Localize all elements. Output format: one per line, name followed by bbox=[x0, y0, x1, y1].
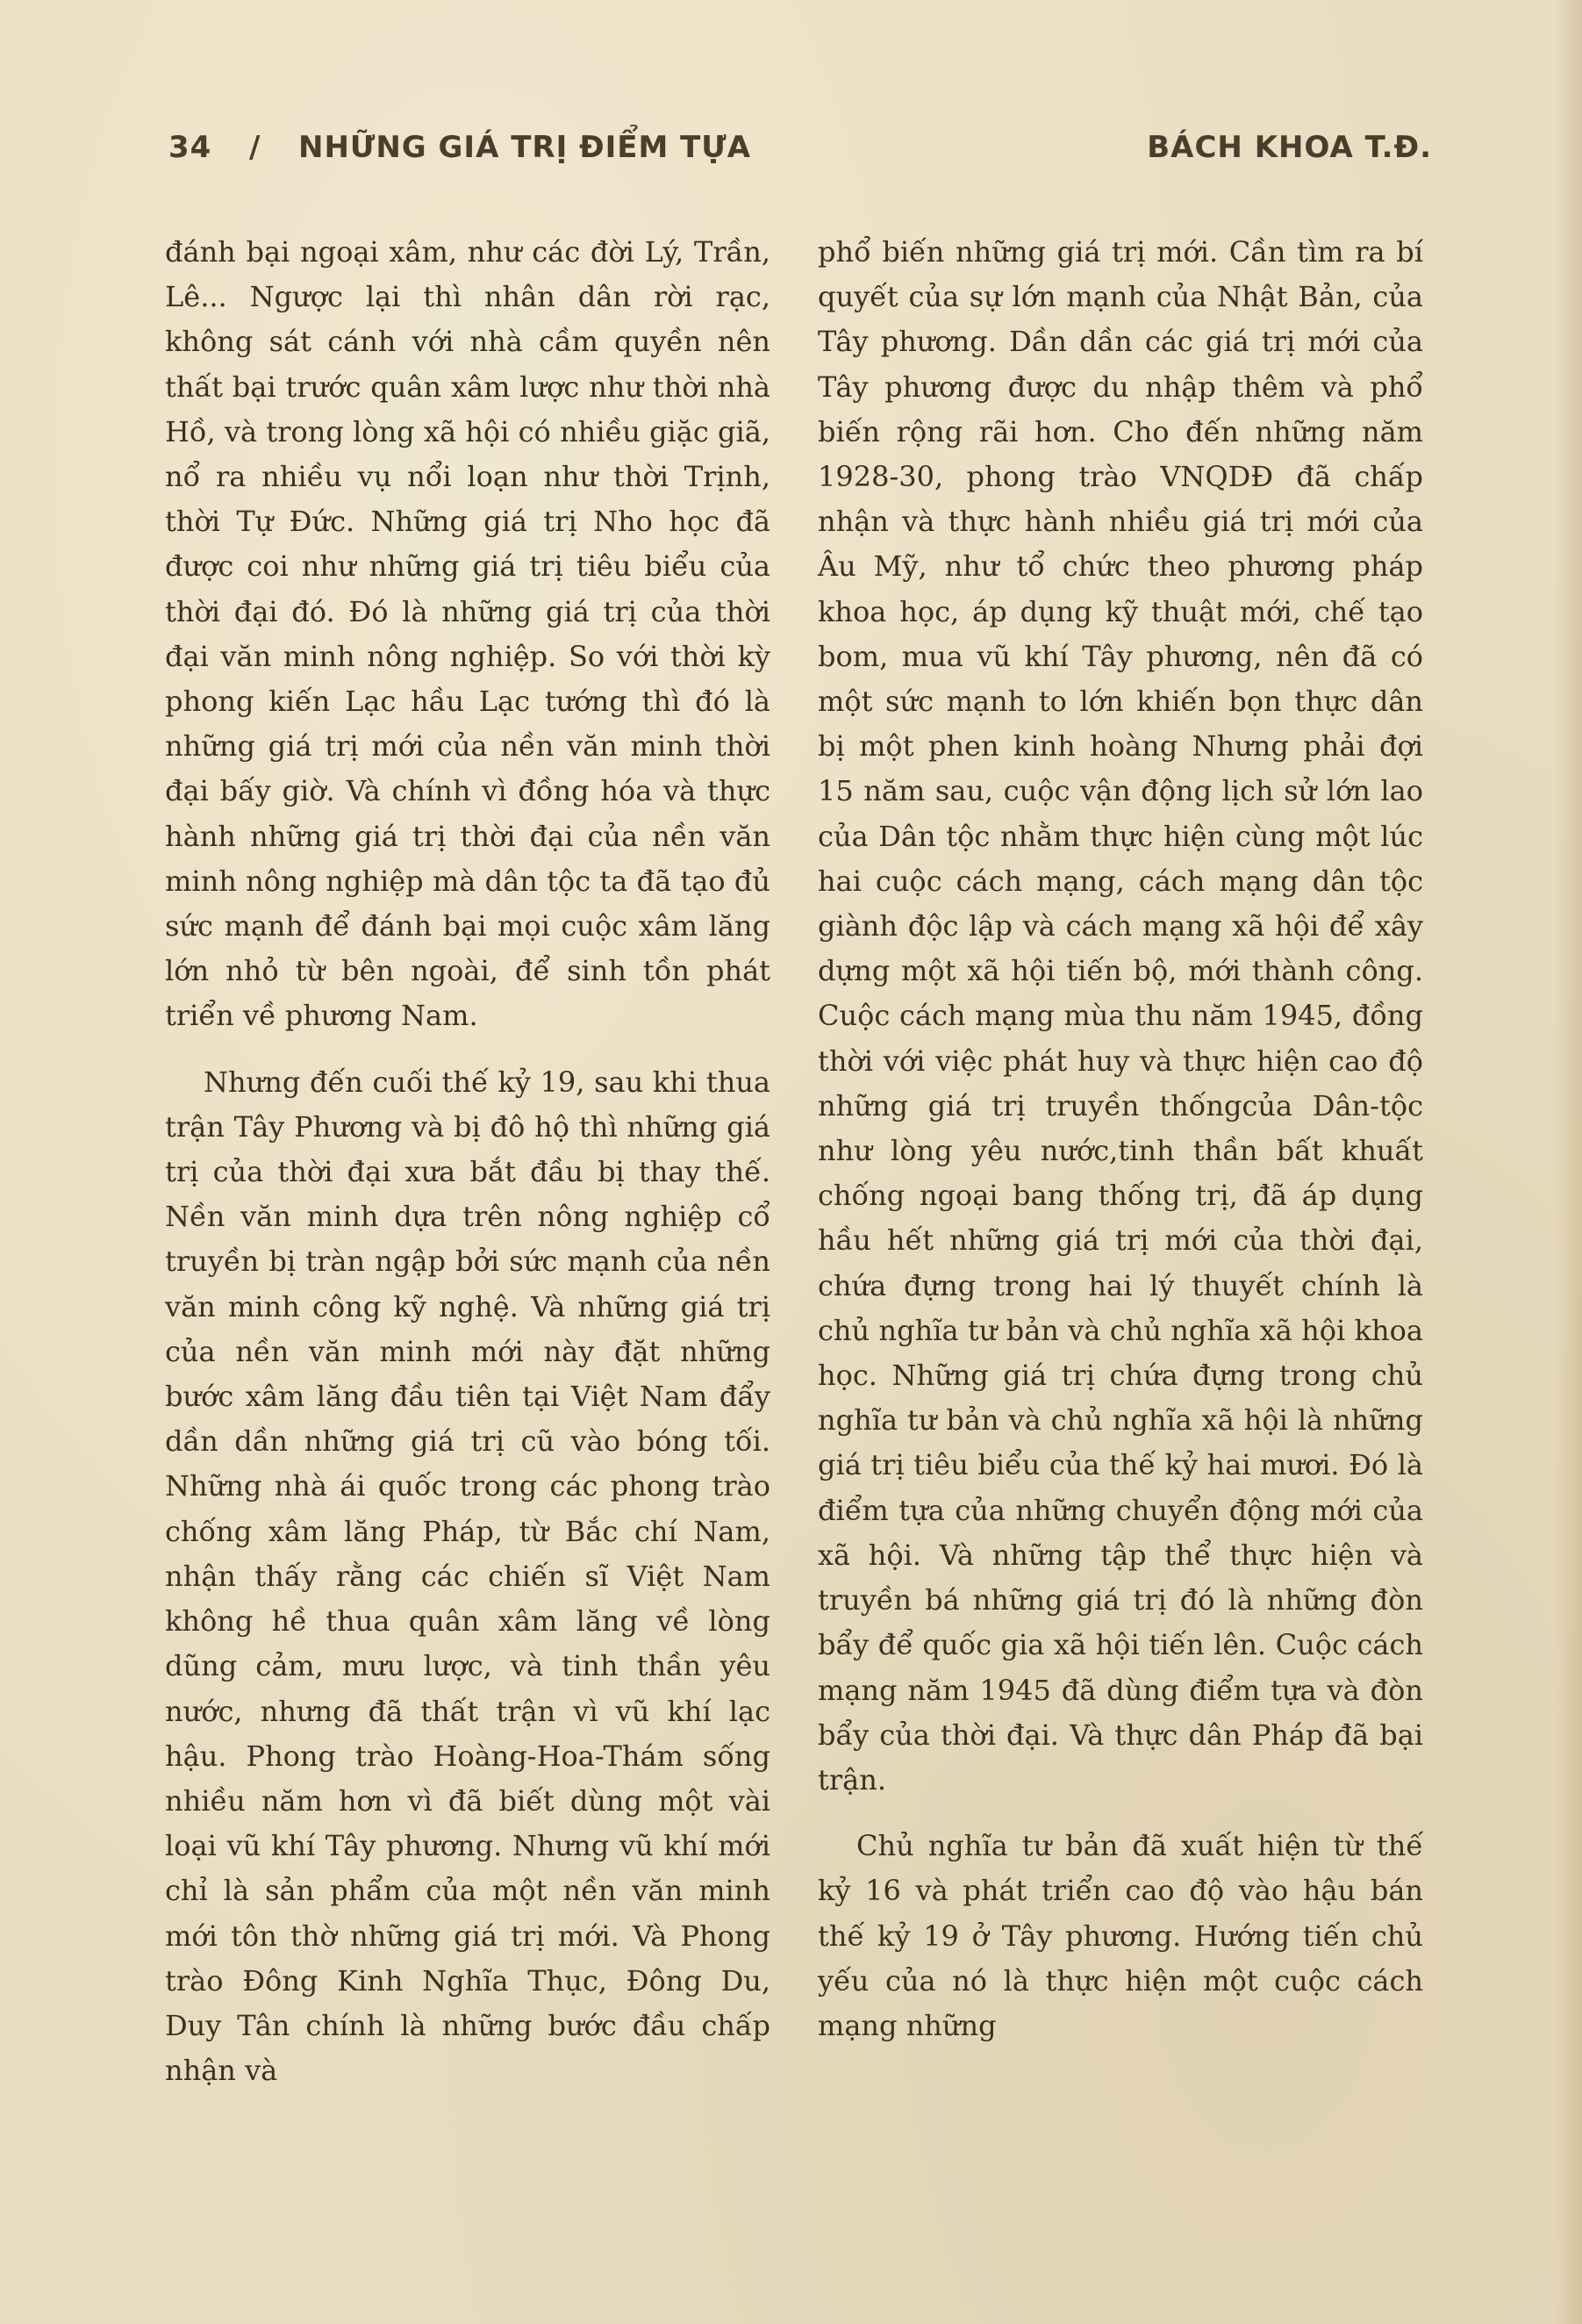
paper-edge-shadow bbox=[1556, 0, 1582, 2324]
page-number: 34 bbox=[168, 130, 212, 165]
paragraph: đánh bại ngoại xâm, như các đời Lý, Trần, Lê... Ngược lại thì nhân dân rời rạc, không sát cánh với nhà cầm quyền nên thất bại trước quân xâm lược như thời nhà Hồ, và trong lòng xã hội có nhiều giặc giã, nổ ra nhiều vụ nổi loạn như thời Trịnh, thời Tự Đức. Những giá trị Nho học đã được coi như những giá trị tiêu biểu của thời đại đó. Đó là những giá trị của thời đại văn minh nông nghiệp. So với thời kỳ phong kiến Lạc hầu Lạc tướng thì đó là những giá trị mới của nền văn minh thời đại bấy giờ. Và chính vì đồng hóa và thực hành những giá trị thời đại của nền văn minh nông nghiệp mà dân tộc ta đã tạo đủ sức mạnh để đánh bại mọi cuộc xâm lăng lớn nhỏ từ bên ngoài, để sinh tồn phát triển về phương Nam. bbox=[165, 235, 770, 1033]
right-column bbox=[818, 230, 1423, 2048]
running-title: NHỮNG GIÁ TRỊ ĐIỂM TỰA bbox=[298, 130, 752, 165]
left-column bbox=[165, 230, 770, 2093]
paragraph: phổ biến những giá trị mới. Cần tìm ra bí quyết của sự lớn mạnh của Nhật Bản, của Tây phương. Dần dần các giá trị mới của Tây phương được du nhập thêm và phổ biến rộng rãi hơn. Cho đến những năm 1928-30, phong trào VNQDĐ đã chấp nhận và thực hành nhiều giá trị mới của Âu Mỹ, như tổ chức theo phương pháp khoa học, áp dụng kỹ thuật mới, chế tạo bom, mua vũ khí Tây phương, nên đã có một sức mạnh to lớn khiến bọn thực dân bị một phen kinh hoàng Nhưng phải đợi 15 năm sau, cuộc vận động lịch sử lớn lao của Dân tộc nhằm thực hiện cùng một lúc hai cuộc cách mạng, cách mạng dân tộc giành độc lập và cách mạng xã hội để xây dựng một xã hội tiến bộ, mới thành công. Cuộc cách mạng mùa thu năm 1945, đồng thời với việc phát huy và thực hiện cao độ những giá trị truyền thốngcủa Dân-tộc như lòng yêu nước,tinh thần bất khuất chống ngoại bang thống trị, đã áp dụng hầu hết những giá trị mới của thời đại, chứa đựng trong hai lý thuyết chính là chủ nghĩa tư bản và chủ nghĩa xã hội khoa học. Những giá trị chứa đựng trong chủ nghĩa tư bản và chủ nghĩa xã hội là những giá trị tiêu biểu của thế kỷ hai mươi. Đó là điểm tựa của những chuyển động mới của xã hội. Và những tập thể thực hiện và truyền bá những giá trị đó là những đòn bẩy để quốc gia xã hội tiến lên. Cuộc cách mạng năm 1945 đã dùng điểm tựa và đòn bẩy của thời đại. Và thực dân Pháp đã bại trận. bbox=[818, 235, 1423, 1797]
publication-name: BÁCH KHOA T.Đ. bbox=[1147, 130, 1432, 165]
paragraph: Chủ nghĩa tư bản đã xuất hiện từ thế kỷ 16 và phát triển cao độ vào hậu bán thế kỷ 19 ở Tây phương. Hướng tiến chủ yếu của nó là thực hiện một cuộc cách mạng những bbox=[818, 1829, 1423, 2042]
header-separator: / bbox=[249, 130, 261, 165]
paragraph: Nhưng đến cuối thế kỷ 19, sau khi thua trận Tây Phương và bị đô hộ thì những giá trị của thời đại xưa bắt đầu bị thay thế. Nền văn minh dựa trên nông nghiệp cổ truyền bị tràn ngập bởi sức mạnh của nền văn minh công kỹ nghệ. Và những giá trị của nền văn minh mới này đặt những bước xâm lăng đầu tiên tại Việt Nam đẩy dần dần những giá trị cũ vào bóng tối. Những nhà ái quốc trong các phong trào chống xâm lăng Pháp, từ Bắc chí Nam, nhận thấy rằng các chiến sĩ Việt Nam không hề thua quân xâm lăng về lòng dũng cảm, mưu lược, và tinh thần yêu nước, nhưng đã thất trận vì vũ khí lạc hậu. Phong trào Hoàng-Hoa-Thám sống nhiều năm hơn vì đã biết dùng một vài loại vũ khí Tây phương. Nhưng vũ khí mới chỉ là sản phẩm của một nền văn minh mới tôn thờ những giá trị mới. Và Phong trào Đông Kinh Nghĩa Thục, Đông Du, Duy Tân chính là những bước đầu chấp nhận và bbox=[165, 1065, 770, 2088]
running-header bbox=[168, 130, 1432, 183]
